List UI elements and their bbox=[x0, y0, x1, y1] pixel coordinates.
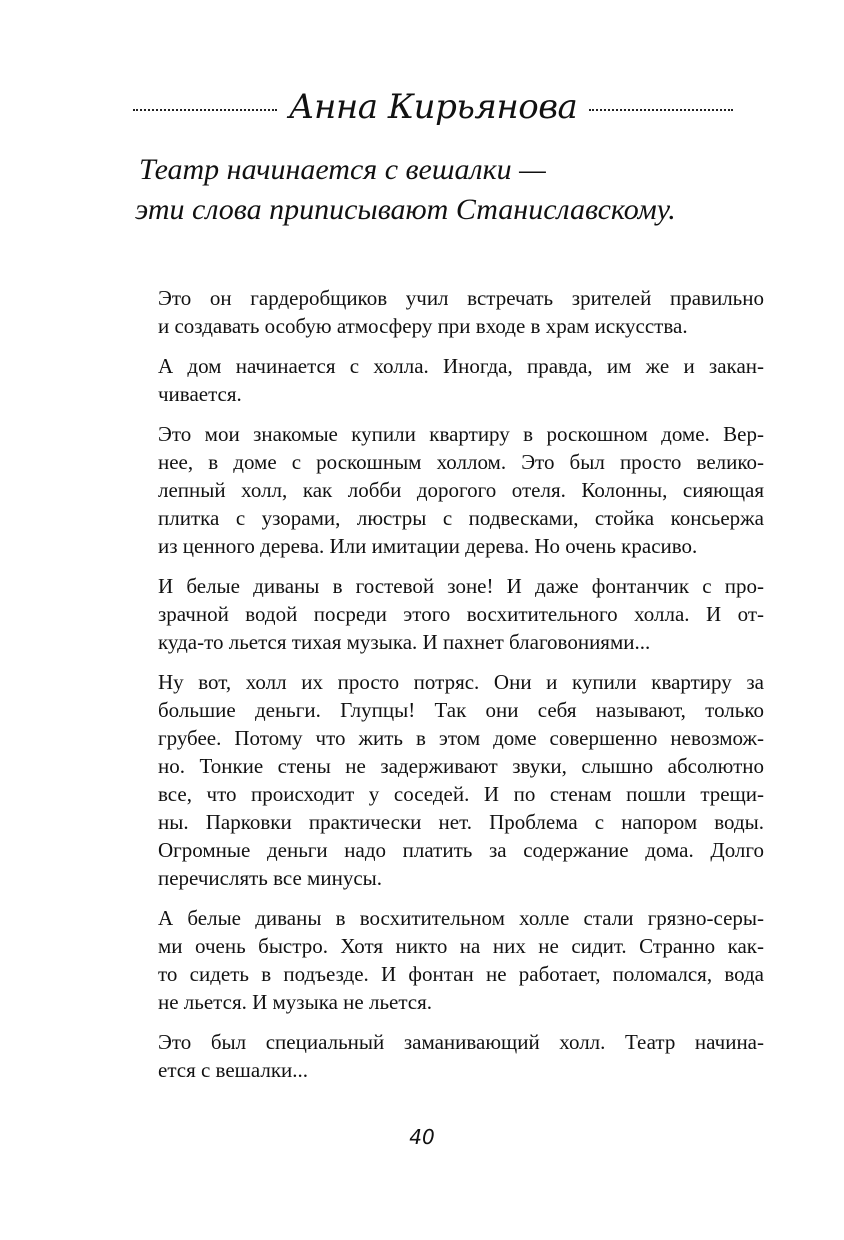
text-line: все, что происходит у соседей. И по стенам пошли трещи- bbox=[158, 782, 764, 806]
text-line: не льется. И музыка не льется. bbox=[158, 990, 433, 1014]
paragraph bbox=[158, 420, 764, 560]
epigraph bbox=[135, 150, 755, 230]
text-line: перечислять все минусы. bbox=[158, 866, 383, 890]
text-line: то сидеть в подъезде. И фонтан не работает, поломался, вода bbox=[158, 962, 764, 986]
text-line: лепный холл, как лобби дорогого отеля. Колонны, сияющая bbox=[158, 478, 764, 502]
running-header bbox=[133, 82, 733, 132]
paragraph bbox=[158, 572, 764, 656]
text-line: но. Тонкие стены не задерживают звуки, слышно абсолютно bbox=[158, 754, 764, 778]
text-line: ми очень быстро. Хотя никто на них не сидит. Странно как- bbox=[158, 934, 764, 958]
text-line: ется с вешалки... bbox=[158, 1058, 309, 1082]
header-dotted-rule-right bbox=[589, 109, 733, 111]
paragraph bbox=[158, 904, 764, 1016]
page-number: 40 bbox=[409, 1125, 435, 1149]
epigraph-line: Театр начинается с вешалки — bbox=[139, 153, 546, 186]
text-line: Это был специальный заманивающий холл. Театр начина- bbox=[158, 1030, 764, 1054]
paragraph bbox=[158, 352, 764, 408]
author-name: Анна Кирьянова bbox=[288, 87, 578, 127]
text-line: ны. Парковки практически нет. Проблема с напором воды. bbox=[158, 810, 764, 834]
paragraph bbox=[158, 284, 764, 340]
text-line: куда-то льется тихая музыка. И пахнет благовониями... bbox=[158, 630, 651, 654]
text-line: из ценного дерева. Или имитации дерева. Но очень красиво. bbox=[158, 534, 698, 558]
text-line: И белые диваны в гостевой зоне! И даже фонтанчик с про- bbox=[158, 574, 764, 598]
epigraph-line: эти слова приписывают Станиславскому. bbox=[135, 193, 676, 226]
header-dotted-rule-left bbox=[133, 109, 277, 111]
text-line: и создавать особую атмосферу при входе в храм искусства. bbox=[158, 314, 688, 338]
text-line: Это мои знакомые купили квартиру в роскошном доме. Вер- bbox=[158, 422, 764, 446]
paragraph bbox=[158, 1028, 764, 1084]
text-line: А дом начинается с холла. Иногда, правда, им же и закан- bbox=[158, 354, 764, 378]
text-line: плитка с узорами, люстры с подвесками, стойка консьержа bbox=[158, 506, 764, 530]
text-line: грубее. Потому что жить в этом доме совершенно невозмож- bbox=[158, 726, 764, 750]
body-text bbox=[158, 284, 764, 1096]
text-line: нее, в доме с роскошным холлом. Это был просто велико- bbox=[158, 450, 764, 474]
text-line: А белые диваны в восхитительном холле стали грязно-серы- bbox=[158, 906, 764, 930]
text-line: большие деньги. Глупцы! Так они себя называют, только bbox=[158, 698, 764, 722]
text-line: Огромные деньги надо платить за содержание дома. Долго bbox=[158, 838, 764, 862]
text-line: Это он гардеробщиков учил встречать зрителей правильно bbox=[158, 286, 764, 310]
paragraph bbox=[158, 668, 764, 892]
text-line: зрачной водой посреди этого восхитительного холла. И от- bbox=[158, 602, 764, 626]
text-line: чивается. bbox=[158, 382, 242, 406]
text-line: Ну вот, холл их просто потряс. Они и купили квартиру за bbox=[158, 670, 764, 694]
